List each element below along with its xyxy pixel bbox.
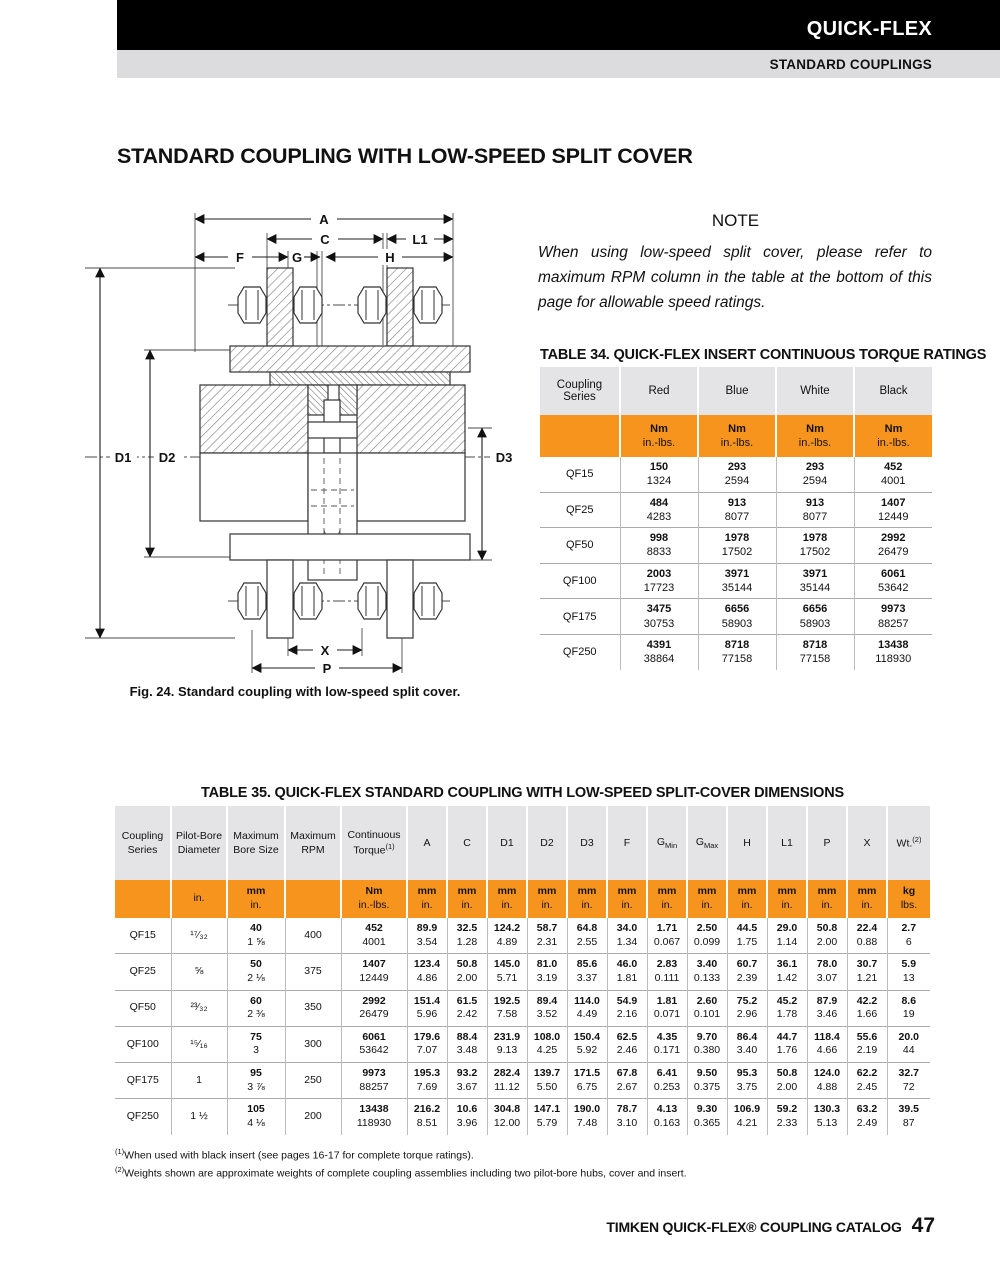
brand-title: QUICK-FLEX — [806, 18, 932, 40]
series-cell: QF175 — [115, 1063, 171, 1099]
value-cell: ⅝ — [171, 954, 227, 990]
value-cell: 3475 30753 — [620, 599, 698, 635]
torque-row — [540, 492, 932, 528]
torque-ratings-table — [540, 367, 932, 670]
units-cell: mm in. — [847, 880, 887, 918]
units-cell: mm in. — [527, 880, 567, 918]
value-cell: 200 — [285, 1099, 341, 1135]
left-hub-outline — [200, 453, 308, 521]
top-bolt-left — [238, 268, 322, 346]
dimension-row — [115, 918, 930, 954]
value-cell: 89.9 3.54 — [407, 918, 447, 954]
value-cell: 50.8 2.00 — [447, 954, 487, 990]
value-cell: 93.2 3.67 — [447, 1063, 487, 1099]
value-cell: 78.7 3.10 — [607, 1099, 647, 1135]
units-cell: mm in. — [407, 880, 447, 918]
units-cell: in. — [171, 880, 227, 918]
section-bar — [117, 50, 1000, 78]
value-cell: 39.5 87 — [887, 1099, 930, 1135]
value-cell: 36.1 1.42 — [767, 954, 807, 990]
value-cell: 4.13 0.163 — [647, 1099, 687, 1135]
column-header: P — [807, 806, 847, 880]
column-header: X — [847, 806, 887, 880]
dim-label-c: C — [320, 232, 330, 247]
value-cell: 300 — [285, 1026, 341, 1062]
value-cell: 9.50 0.375 — [687, 1063, 727, 1099]
value-cell: 130.3 5.13 — [807, 1099, 847, 1135]
table34-title: TABLE 34. QUICK-FLEX INSERT CONTINUOUS TORQUE RATINGS — [540, 347, 987, 363]
value-cell: 124.0 4.88 — [807, 1063, 847, 1099]
value-cell: 9973 88257 — [341, 1063, 407, 1099]
column-header: Pilot-Bore Diameter — [171, 806, 227, 880]
value-cell: 62.2 2.45 — [847, 1063, 887, 1099]
units-cell: mm in. — [727, 880, 767, 918]
value-cell: 400 — [285, 918, 341, 954]
column-header: D2 — [527, 806, 567, 880]
series-cell: QF100 — [540, 563, 620, 599]
dim-label-f: F — [236, 250, 244, 265]
value-cell: 3971 35144 — [776, 563, 854, 599]
value-cell: ¹⁵⁄₁₆ — [171, 1026, 227, 1062]
value-cell: 145.0 5.71 — [487, 954, 527, 990]
value-cell: 190.0 7.48 — [567, 1099, 607, 1135]
value-cell: 6656 58903 — [776, 599, 854, 635]
torque-row — [540, 563, 932, 599]
value-cell: 484 4283 — [620, 492, 698, 528]
cover-band — [230, 346, 470, 372]
column-header: $G_{Max}$ — [687, 806, 727, 880]
value-cell: 1 — [171, 1063, 227, 1099]
dimension-row — [115, 954, 930, 990]
dim-label-p: P — [322, 661, 332, 676]
column-header: Maximum RPM — [285, 806, 341, 880]
footer-text: TIMKEN QUICK-FLEX® COUPLING CATALOG — [606, 1219, 902, 1235]
column-header: D1 — [487, 806, 527, 880]
value-cell: 44.7 1.76 — [767, 1026, 807, 1062]
value-cell: ²³⁄₃₂ — [171, 990, 227, 1026]
t34-units-row — [540, 415, 932, 457]
section-title: STANDARD COUPLINGS — [769, 56, 932, 72]
value-cell: 9.30 0.365 — [687, 1099, 727, 1135]
value-cell: 250 — [285, 1063, 341, 1099]
series-cell: QF100 — [115, 1026, 171, 1062]
center-column-outline — [308, 453, 357, 580]
value-cell: 913 8077 — [776, 492, 854, 528]
value-cell: 2992 26479 — [854, 528, 932, 564]
value-cell: 1.71 0.067 — [647, 918, 687, 954]
value-cell: 55.6 2.19 — [847, 1026, 887, 1062]
column-header: A — [407, 806, 447, 880]
value-cell: 8718 77158 — [698, 634, 776, 669]
note-heading: NOTE — [711, 211, 760, 230]
units-cell: mm in. — [567, 880, 607, 918]
value-cell: 75 3 — [227, 1026, 285, 1062]
page-title: STANDARD COUPLING WITH LOW-SPEED SPLIT COVER — [117, 144, 693, 168]
dimension-row — [115, 990, 930, 1026]
value-cell: 6061 53642 — [854, 563, 932, 599]
torque-row — [540, 457, 932, 492]
value-cell: 350 — [285, 990, 341, 1026]
footnote-1-marker: (1) — [115, 1147, 125, 1156]
dim-label-d1: D1 — [114, 450, 132, 465]
value-cell: 3.40 0.133 — [687, 954, 727, 990]
value-cell: 50.8 2.00 — [807, 918, 847, 954]
units-cell — [285, 880, 341, 918]
value-cell: 81.0 3.19 — [527, 954, 567, 990]
units-cell: mm in. — [767, 880, 807, 918]
value-cell: 2.50 0.099 — [687, 918, 727, 954]
column-header: $G_{Min}$ — [647, 806, 687, 880]
column-header: Continuous Torque$^{(1)}$ — [341, 806, 407, 880]
value-cell: 108.0 4.25 — [527, 1026, 567, 1062]
value-cell: 114.0 4.49 — [567, 990, 607, 1026]
value-cell: 2.60 0.101 — [687, 990, 727, 1026]
dimension-row — [115, 1063, 930, 1099]
value-cell: 63.2 2.49 — [847, 1099, 887, 1135]
units-cell: mm in. — [687, 880, 727, 918]
value-cell: 105 4 ⅛ — [227, 1099, 285, 1135]
figure-24 — [70, 200, 520, 685]
value-cell: 2992 26479 — [341, 990, 407, 1026]
table35-title: TABLE 35. QUICK-FLEX STANDARD COUPLING WITH LOW-SPEED SPLIT-COVER DIMENSIONS — [201, 785, 844, 801]
value-cell: 452 4001 — [854, 457, 932, 492]
dim-label-l1: L1 — [412, 232, 428, 247]
footnote-1-text: When used with black insert (see pages 16-17 for complete torque ratings). — [124, 1149, 474, 1162]
value-cell: 216.2 8.51 — [407, 1099, 447, 1135]
value-cell: 64.8 2.55 — [567, 918, 607, 954]
value-cell: 1978 17502 — [776, 528, 854, 564]
dimension-row — [115, 1099, 930, 1135]
units-cell: mm in. — [487, 880, 527, 918]
bottom-bolt-right — [358, 560, 442, 638]
top-bolt-right — [358, 268, 442, 346]
series-cell: QF250 — [540, 634, 620, 669]
value-cell: 6656 58903 — [698, 599, 776, 635]
value-cell: 32.5 1.28 — [447, 918, 487, 954]
dim-label-a: A — [319, 212, 329, 227]
column-header: H — [727, 806, 767, 880]
dim-label-x: X — [320, 643, 330, 658]
t34-header-row — [540, 367, 932, 415]
value-cell: 78.0 3.07 — [807, 954, 847, 990]
value-cell: 86.4 3.40 — [727, 1026, 767, 1062]
value-cell: 46.0 1.81 — [607, 954, 647, 990]
right-hub-section — [357, 385, 465, 453]
value-cell: 231.9 9.13 — [487, 1026, 527, 1062]
units-cell: mm in. — [447, 880, 487, 918]
value-cell: 118.4 4.66 — [807, 1026, 847, 1062]
series-cell: QF50 — [540, 528, 620, 564]
footnote-2-text: Weights shown are approximate weights of complete coupling assemblies including two pilot-bore hubs, cover and insert. — [124, 1167, 687, 1180]
value-cell: 304.8 12.00 — [487, 1099, 527, 1135]
units-cell — [115, 880, 171, 918]
units-cell-empty — [540, 415, 620, 457]
value-cell: 88.4 3.48 — [447, 1026, 487, 1062]
value-cell: 95 3 ⅞ — [227, 1063, 285, 1099]
value-cell: 2003 17723 — [620, 563, 698, 599]
page-number: 47 — [911, 1214, 935, 1237]
column-header: L1 — [767, 806, 807, 880]
value-cell: 40 1 ⅝ — [227, 918, 285, 954]
insert-jaw-right — [339, 385, 357, 415]
footnote-2 — [115, 1164, 815, 1182]
value-cell: 1407 12449 — [854, 492, 932, 528]
cover-split-band — [270, 372, 450, 385]
value-cell: 42.2 1.66 — [847, 990, 887, 1026]
dim-label-d2: D2 — [158, 450, 176, 465]
units-cell: mm in. — [807, 880, 847, 918]
value-cell: 10.6 3.96 — [447, 1099, 487, 1135]
value-cell: 50 2 ⅛ — [227, 954, 285, 990]
value-cell: 151.4 5.96 — [407, 990, 447, 1026]
value-cell: 9973 88257 — [854, 599, 932, 635]
footnote-1 — [115, 1146, 815, 1164]
value-cell: 59.2 2.33 — [767, 1099, 807, 1135]
value-cell: 2.7 6 — [887, 918, 930, 954]
column-header: Coupling Series — [115, 806, 171, 880]
t34-col-red: Red — [620, 367, 698, 415]
series-cell: QF250 — [115, 1099, 171, 1135]
value-cell: 106.9 4.21 — [727, 1099, 767, 1135]
value-cell: 3971 35144 — [698, 563, 776, 599]
value-cell: 13438 118930 — [341, 1099, 407, 1135]
value-cell: 29.0 1.14 — [767, 918, 807, 954]
value-cell: 375 — [285, 954, 341, 990]
torque-row — [540, 599, 932, 635]
units-cell: mm in. — [607, 880, 647, 918]
value-cell: 87.9 3.46 — [807, 990, 847, 1026]
value-cell: 22.4 0.88 — [847, 918, 887, 954]
value-cell: ¹⁷⁄₃₂ — [171, 918, 227, 954]
dim-label-h: H — [385, 250, 395, 265]
t34-col-white: White — [776, 367, 854, 415]
value-cell: 147.1 5.79 — [527, 1099, 567, 1135]
page-footer — [606, 1214, 935, 1238]
value-cell: 150.4 5.92 — [567, 1026, 607, 1062]
value-cell: 75.2 2.96 — [727, 990, 767, 1026]
series-cell: QF15 — [129, 928, 156, 941]
left-hub-section — [200, 385, 308, 453]
units-cell: mm in. — [227, 880, 285, 918]
column-header: F — [607, 806, 647, 880]
t34-col-coupling-series: Coupling Series — [540, 367, 620, 415]
value-cell: 60.7 2.39 — [727, 954, 767, 990]
value-cell: 8.6 19 — [887, 990, 930, 1026]
value-cell: 61.5 2.42 — [447, 990, 487, 1026]
value-cell: 1.81 0.071 — [647, 990, 687, 1026]
value-cell: 9.70 0.380 — [687, 1026, 727, 1062]
value-cell: 2.83 0.111 — [647, 954, 687, 990]
value-cell: 1978 17502 — [698, 528, 776, 564]
value-cell: 62.5 2.46 — [607, 1026, 647, 1062]
value-cell: 4.35 0.171 — [647, 1026, 687, 1062]
value-cell: 192.5 7.58 — [487, 990, 527, 1026]
coupling-diagram — [70, 200, 520, 685]
value-cell: 34.0 1.34 — [607, 918, 647, 954]
t34-col-blue: Blue — [698, 367, 776, 415]
value-cell: 1 ½ — [171, 1099, 227, 1135]
value-cell: 150 1324 — [620, 457, 698, 492]
series-cell: QF25 — [540, 492, 620, 528]
units-cell: Nm in.-lbs. — [620, 415, 698, 457]
cover-band-outline — [230, 534, 470, 560]
units-cell: mm in. — [647, 880, 687, 918]
dimensions-table — [115, 806, 930, 1135]
value-cell: 6.41 0.253 — [647, 1063, 687, 1099]
value-cell: 30.7 1.21 — [847, 954, 887, 990]
value-cell: 89.4 3.52 — [527, 990, 567, 1026]
units-cell: Nm in.-lbs. — [698, 415, 776, 457]
value-cell: 20.0 44 — [887, 1026, 930, 1062]
t35-header-row — [115, 806, 930, 880]
right-hub-outline — [357, 453, 465, 521]
footnotes — [115, 1146, 815, 1182]
dimension-row — [115, 1026, 930, 1062]
column-header: C — [447, 806, 487, 880]
value-cell: 195.3 7.69 — [407, 1063, 447, 1099]
value-cell: 293 2594 — [776, 457, 854, 492]
value-cell: 293 2594 — [698, 457, 776, 492]
value-cell: 67.8 2.67 — [607, 1063, 647, 1099]
value-cell: 171.5 6.75 — [567, 1063, 607, 1099]
value-cell: 32.7 72 — [887, 1063, 930, 1099]
footnote-2-marker: (2) — [115, 1164, 125, 1174]
units-cell: Nm in.-lbs. — [341, 880, 407, 918]
value-cell: 139.7 5.50 — [527, 1063, 567, 1099]
coupling-section — [200, 268, 470, 638]
t34-col-black: Black — [854, 367, 932, 415]
column-header: D3 — [567, 806, 607, 880]
dim-label-g: G — [291, 250, 303, 265]
series-cell: QF50 — [115, 990, 171, 1026]
value-cell: 1407 12449 — [341, 954, 407, 990]
t35-units-row — [115, 880, 930, 918]
value-cell: 452 4001 — [341, 918, 407, 954]
value-cell: 5.9 13 — [887, 954, 930, 990]
series-cell: QF175 — [540, 599, 620, 635]
units-cell: Nm in.-lbs. — [776, 415, 854, 457]
value-cell: 45.2 1.78 — [767, 990, 807, 1026]
torque-row — [540, 528, 932, 564]
value-cell: 60 2 ⅜ — [227, 990, 285, 1026]
top-black-bar — [117, 0, 1000, 50]
insert-cross-horizontal — [308, 422, 357, 438]
value-cell: 4391 38864 — [620, 634, 698, 669]
value-cell: 95.3 3.75 — [727, 1063, 767, 1099]
note-body: When using low-speed split cover, please refer to maximum RPM column in the table at the bottom of this page for allowable speed ratings. — [538, 244, 932, 312]
value-cell: 58.7 2.31 — [527, 918, 567, 954]
value-cell: 179.6 7.07 — [407, 1026, 447, 1062]
figure-caption: Fig. 24. Standard coupling with low-speed split cover. — [129, 684, 461, 699]
value-cell: 123.4 4.86 — [407, 954, 447, 990]
value-cell: 44.5 1.75 — [727, 918, 767, 954]
series-cell: QF15 — [565, 468, 594, 481]
torque-row — [540, 634, 932, 669]
value-cell: 282.4 11.12 — [487, 1063, 527, 1099]
value-cell: 13438 118930 — [854, 634, 932, 669]
series-cell: QF25 — [115, 954, 171, 990]
column-header: Wt.$^{(2)}$ — [887, 806, 930, 880]
column-header: Maximum Bore Size — [227, 806, 285, 880]
dim-label-d3: D3 — [495, 450, 513, 465]
value-cell: 124.2 4.89 — [487, 918, 527, 954]
value-cell: 8718 77158 — [776, 634, 854, 669]
units-cell: Nm in.-lbs. — [854, 415, 932, 457]
value-cell: 54.9 2.16 — [607, 990, 647, 1026]
units-cell: kg lbs. — [887, 880, 930, 918]
value-cell: 6061 53642 — [341, 1026, 407, 1062]
value-cell: 85.6 3.37 — [567, 954, 607, 990]
value-cell: 913 8077 — [698, 492, 776, 528]
value-cell: 998 8833 — [620, 528, 698, 564]
value-cell: 50.8 2.00 — [767, 1063, 807, 1099]
